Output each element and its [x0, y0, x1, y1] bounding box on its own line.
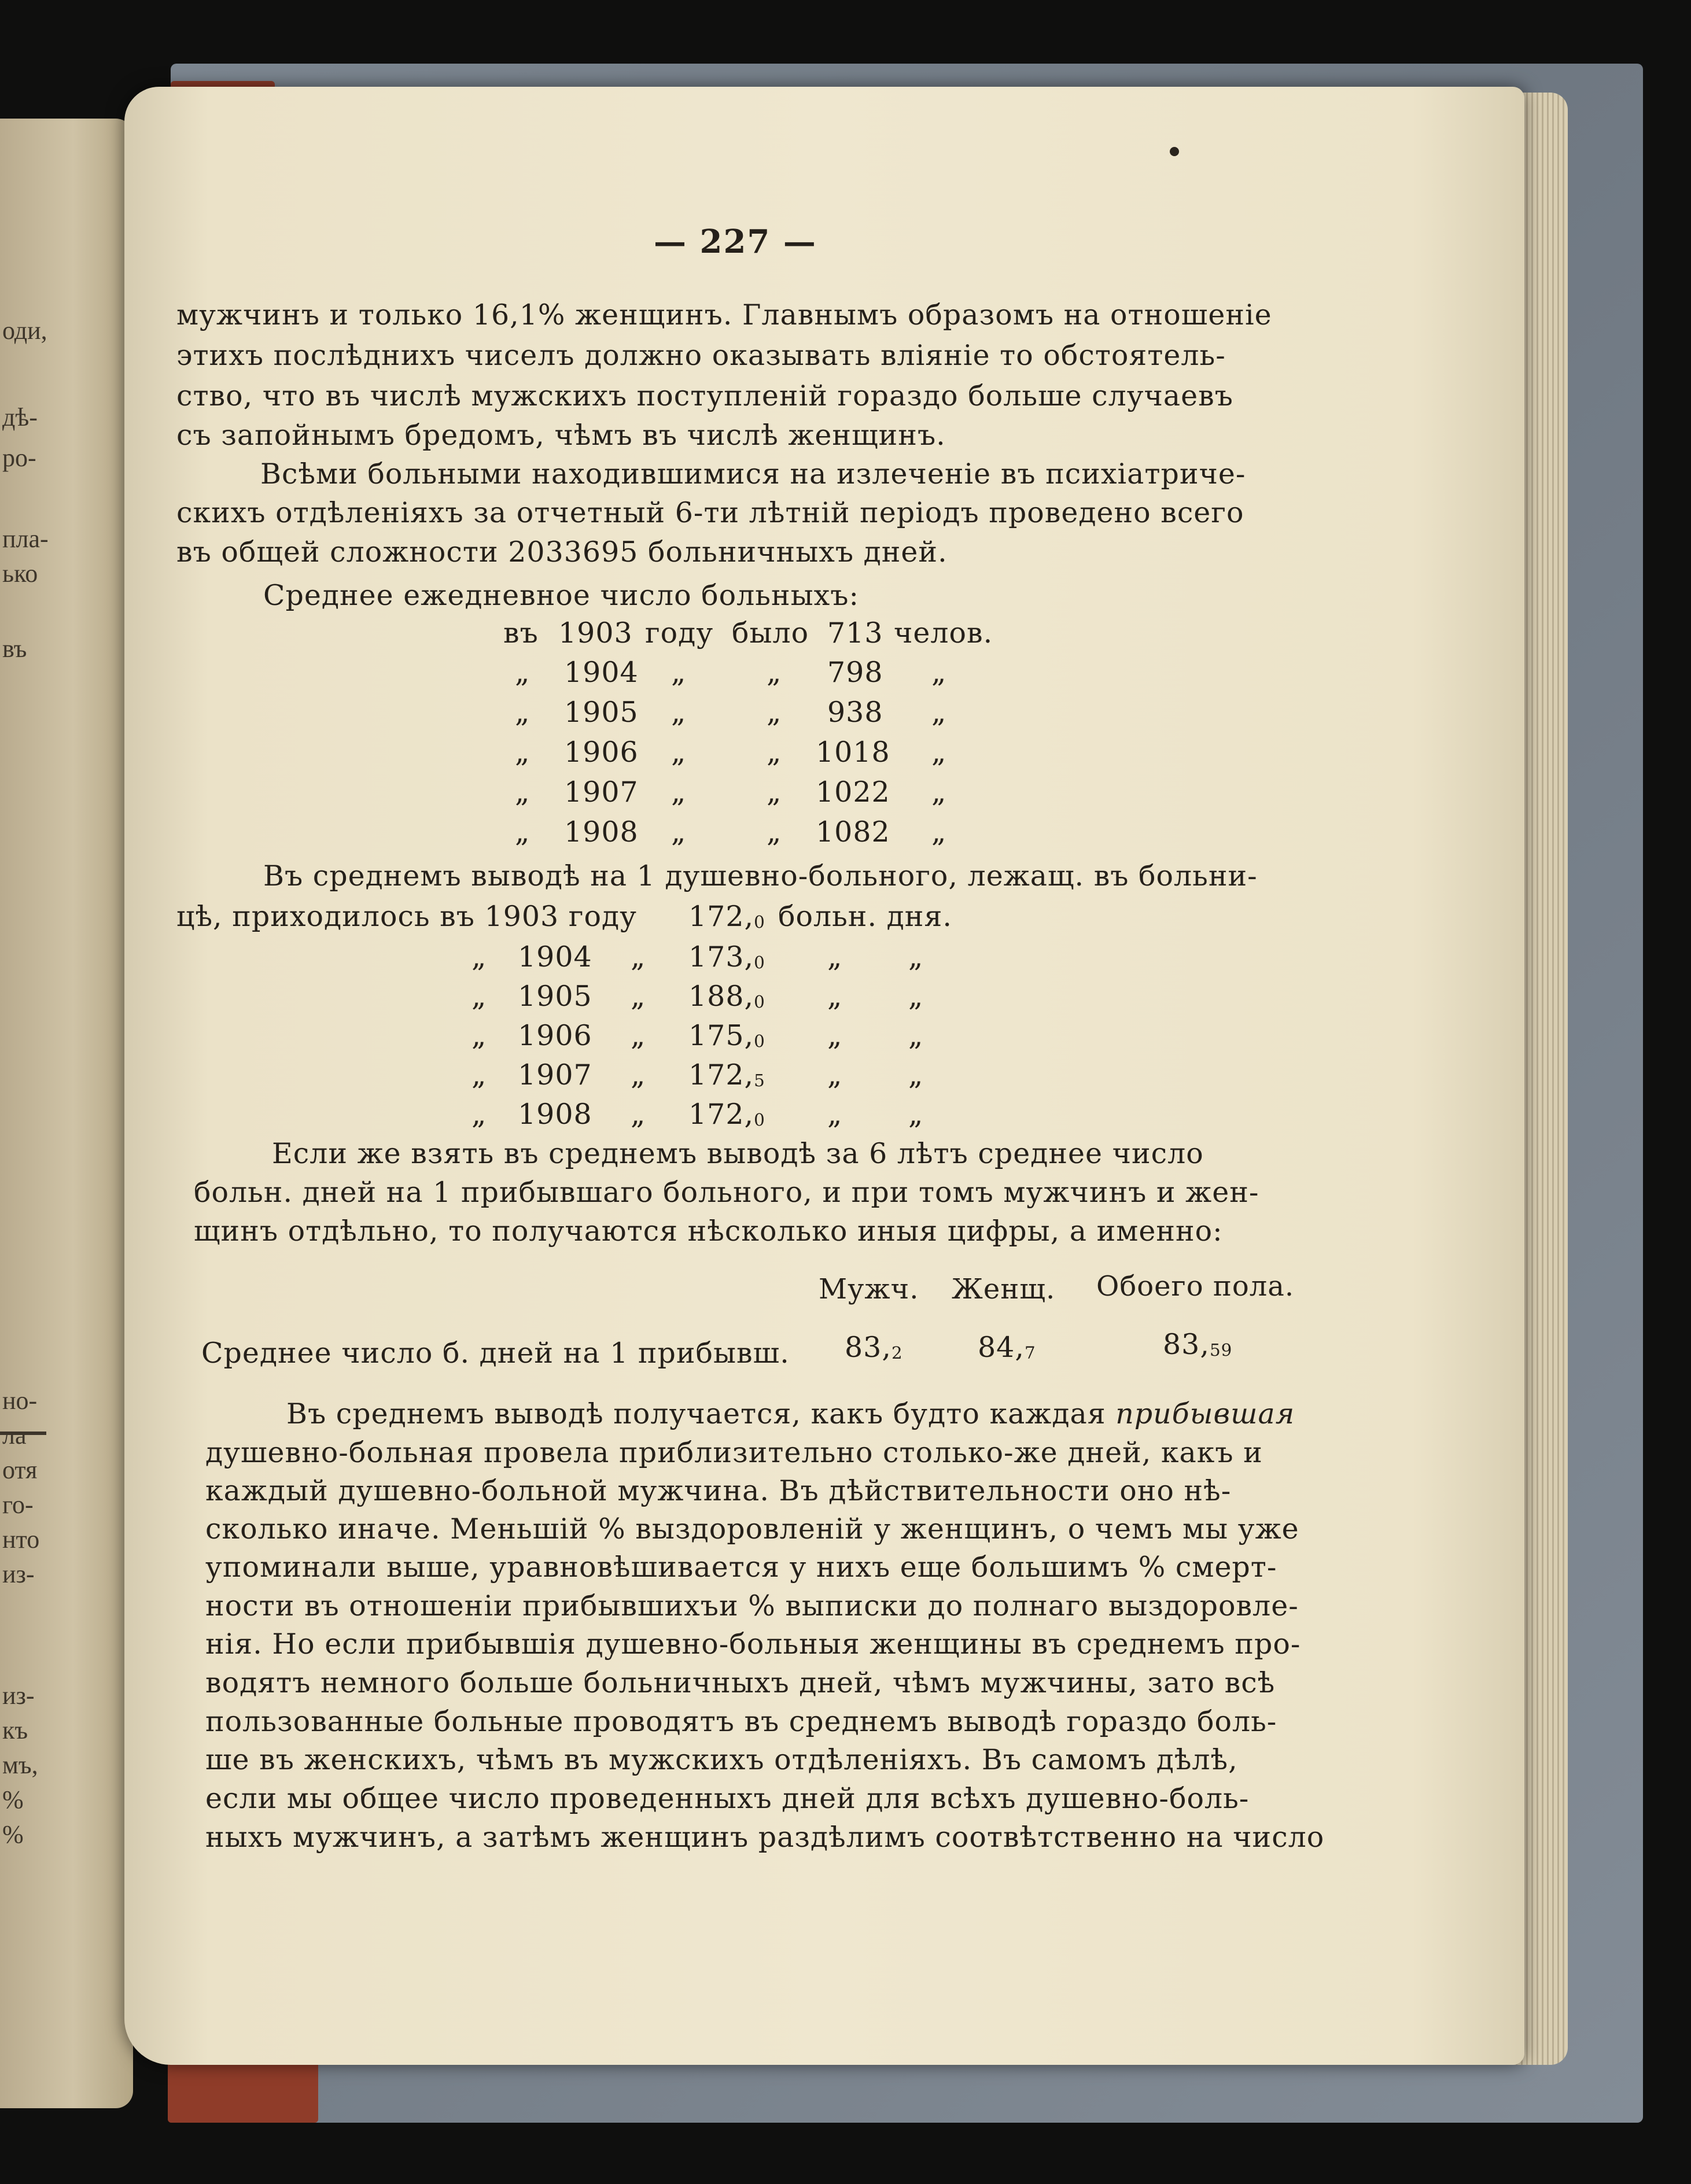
ditto-mark: „ [515, 776, 530, 809]
daily-heading: Среднее ежедневное число больныхъ: [263, 579, 859, 612]
cell-year: 1907 [518, 1058, 592, 1091]
left-fragment: къ [2, 1716, 28, 1744]
cell-text: году [645, 617, 714, 650]
cell-value: $83,_{59}$ [1163, 1328, 1233, 1361]
ditto-mark: „ [515, 736, 530, 769]
ditto-mark: „ [767, 696, 782, 729]
cell-value: $172,_0$ [688, 1098, 765, 1131]
ditto-mark: „ [908, 1019, 924, 1052]
text-line: душевно-больная провела приблизительно столько-же дней, какъ и [205, 1436, 1263, 1469]
ditto-mark: „ [515, 656, 530, 689]
cell-value: 938 [827, 696, 883, 729]
cell-prefix: въ [503, 617, 539, 650]
text-line: этихъ послѣднихъ чиселъ должно оказывать вліяніе то обстоятель- [176, 339, 1226, 372]
text-line: Въ среднемъ выводѣ получается, какъ будто каждая прибывшая [286, 1397, 1295, 1430]
ditto-mark: „ [827, 1058, 843, 1091]
cell-year: 1905 [518, 980, 592, 1013]
cell-year: 1904 [564, 656, 639, 689]
ditto-mark: „ [767, 776, 782, 809]
ditto-mark: „ [671, 776, 687, 809]
text-line: больн. дней на 1 прибывшаго больного, и при томъ мужчинъ и жен- [194, 1176, 1259, 1209]
text-line: Если же взять въ среднемъ выводѣ за 6 лѣтъ среднее число [272, 1137, 1204, 1170]
cell-year: 1907 [564, 776, 639, 809]
cell-value: $173,_0$ [688, 940, 765, 973]
ditto-mark: „ [671, 736, 687, 769]
left-fragment: ро- [2, 444, 36, 472]
left-fragment: но- [2, 1386, 38, 1415]
cover-corner-bottom [168, 2059, 318, 2123]
column-header: Обоего пола. [1096, 1270, 1295, 1303]
left-fragment: ько [2, 559, 38, 588]
ditto-mark: „ [471, 1098, 487, 1131]
column-header: Мужч. [819, 1273, 919, 1305]
text-line: скихъ отдѣленіяхъ за отчетный 6-ти лѣтній періодъ проведено всего [176, 496, 1244, 529]
ditto-mark: „ [931, 656, 947, 689]
ditto-mark: „ [931, 816, 947, 848]
ditto-mark: „ [471, 980, 487, 1013]
ditto-mark: „ [908, 1098, 924, 1131]
text-line: ныхъ мужчинъ, а затѣмъ женщинъ раздѣлимъ соотвѣтственно на число [205, 1821, 1325, 1854]
cell-year: 1906 [564, 736, 639, 769]
text-line: ности въ отношеніи прибывшихъи % выписки до полнаго выздоровле- [205, 1589, 1299, 1622]
cell-year: 1908 [564, 816, 639, 848]
left-fragment: го- [2, 1491, 34, 1519]
ditto-mark: „ [827, 940, 843, 973]
ditto-mark: „ [908, 1058, 924, 1091]
cell-value: $172,_5$ [688, 1058, 765, 1091]
left-fragment: % [2, 1785, 24, 1814]
ditto-mark: „ [671, 696, 687, 729]
ditto-mark: „ [671, 656, 687, 689]
cell-value: 1022 [816, 776, 890, 809]
left-fragment: нто [2, 1525, 40, 1554]
cell-value: $175,_0$ [688, 1019, 765, 1052]
ditto-mark: „ [931, 696, 947, 729]
ditto-mark: „ [515, 696, 530, 729]
text-line: нія. Но если прибывшія душевно-больныя женщины въ среднемъ про- [205, 1628, 1301, 1661]
ditto-mark: „ [827, 1098, 843, 1131]
left-fragment: из- [2, 1560, 35, 1588]
ditto-mark: „ [631, 1098, 646, 1131]
ditto-mark: „ [827, 980, 843, 1013]
ditto-mark: „ [931, 736, 947, 769]
text-line: каждый душевно-больной мужчина. Въ дѣйствительности оно нѣ- [205, 1474, 1232, 1507]
ditto-mark: „ [631, 1058, 646, 1091]
ditto-mark: „ [471, 940, 487, 973]
ditto-mark: „ [671, 816, 687, 848]
cell-value: 1018 [816, 736, 890, 769]
text-line: пользованные больные проводятъ въ среднемъ выводѣ гораздо боль- [205, 1705, 1277, 1738]
cell-text: было [732, 617, 809, 650]
ditto-mark: „ [631, 1019, 646, 1052]
ditto-mark: „ [515, 816, 530, 848]
text-line: водятъ немного больше больничныхъ дней, чѣмъ мужчины, зато всѣ [205, 1666, 1276, 1699]
left-fragment: дѣ- [2, 403, 38, 431]
ditto-mark: „ [931, 776, 947, 809]
cell-year: 1908 [518, 1098, 592, 1131]
left-fragment: % [2, 1820, 24, 1849]
cell-value: 713 [827, 617, 883, 650]
text-line: упоминали выше, уравновѣшивается у нихъ еще большимъ % смерт- [205, 1551, 1277, 1584]
left-fragment: мъ, [2, 1751, 38, 1779]
cell-unit: больн. дня. [778, 900, 952, 933]
text-line: Всѣми больными находившимися на излеченіе въ психіатриче- [260, 458, 1246, 490]
left-fragment: пла- [2, 525, 49, 553]
ditto-mark: „ [471, 1058, 487, 1091]
left-fragment: из- [2, 1681, 35, 1710]
cell-value: $188,_0$ [688, 980, 765, 1013]
text-line: цѣ, приходилось въ 1903 году [176, 900, 637, 933]
left-fragment: оди, [2, 316, 47, 345]
cell-year: 1903 [558, 617, 633, 650]
ditto-mark: „ [631, 980, 646, 1013]
cell-value: $83,_2$ [845, 1331, 903, 1364]
cell-value: 1082 [816, 816, 890, 848]
cell-year: 1904 [518, 940, 592, 973]
ink-spot [1170, 147, 1179, 156]
ditto-mark: „ [908, 940, 924, 973]
left-fragment: ла [2, 1421, 27, 1449]
text-line: Въ среднемъ выводѣ на 1 душевно-больного, лежащ. въ больни- [263, 859, 1258, 892]
cell-value: 798 [827, 656, 883, 689]
ditto-mark: „ [767, 816, 782, 848]
text-line: въ общей сложности 2033695 больничныхъ дней. [176, 536, 948, 569]
ditto-mark: „ [767, 656, 782, 689]
left-fragment: въ [2, 634, 27, 663]
text-line: щинъ отдѣльно, то получаются нѣсколько иныя цифры, а именно: [194, 1215, 1223, 1248]
cell-year: 1906 [518, 1019, 592, 1052]
text-line: ше въ женскихъ, чѣмъ въ мужскихъ отдѣленіяхъ. Въ самомъ дѣлѣ, [205, 1743, 1238, 1776]
ditto-mark: „ [827, 1019, 843, 1052]
ditto-mark: „ [908, 980, 924, 1013]
ditto-mark: „ [471, 1019, 487, 1052]
row-label: Среднее число б. дней на 1 прибывш. [201, 1337, 790, 1370]
text-line: съ запойнымъ бредомъ, чѣмъ въ числѣ женщинъ. [176, 419, 946, 452]
left-fragment: отя [2, 1456, 38, 1484]
left-page-edge [0, 119, 133, 2108]
cell-year: 1905 [564, 696, 639, 729]
text-line: если мы общее число проведенныхъ дней для всѣхъ душевно-боль- [205, 1782, 1250, 1815]
cell-value: $172,_0$ [688, 900, 765, 933]
ditto-mark: „ [631, 940, 646, 973]
cell-value: $84,_7$ [978, 1331, 1036, 1364]
text-line: ство, что въ числѣ мужскихъ поступленій гораздо больше случаевъ [176, 379, 1233, 412]
text-line: сколько иначе. Меньшій % выздоровленій у женщинъ, о чемъ мы уже [205, 1512, 1299, 1545]
italic-word: прибывшая [1115, 1397, 1295, 1430]
cell-unit: челов. [894, 617, 993, 650]
column-header: Женщ. [952, 1273, 1056, 1305]
ditto-mark: „ [767, 736, 782, 769]
page-number: — 227 — [654, 223, 817, 261]
text-line: мужчинъ и только 16,1% женщинъ. Главнымъ образомъ на отношеніе [176, 298, 1272, 331]
